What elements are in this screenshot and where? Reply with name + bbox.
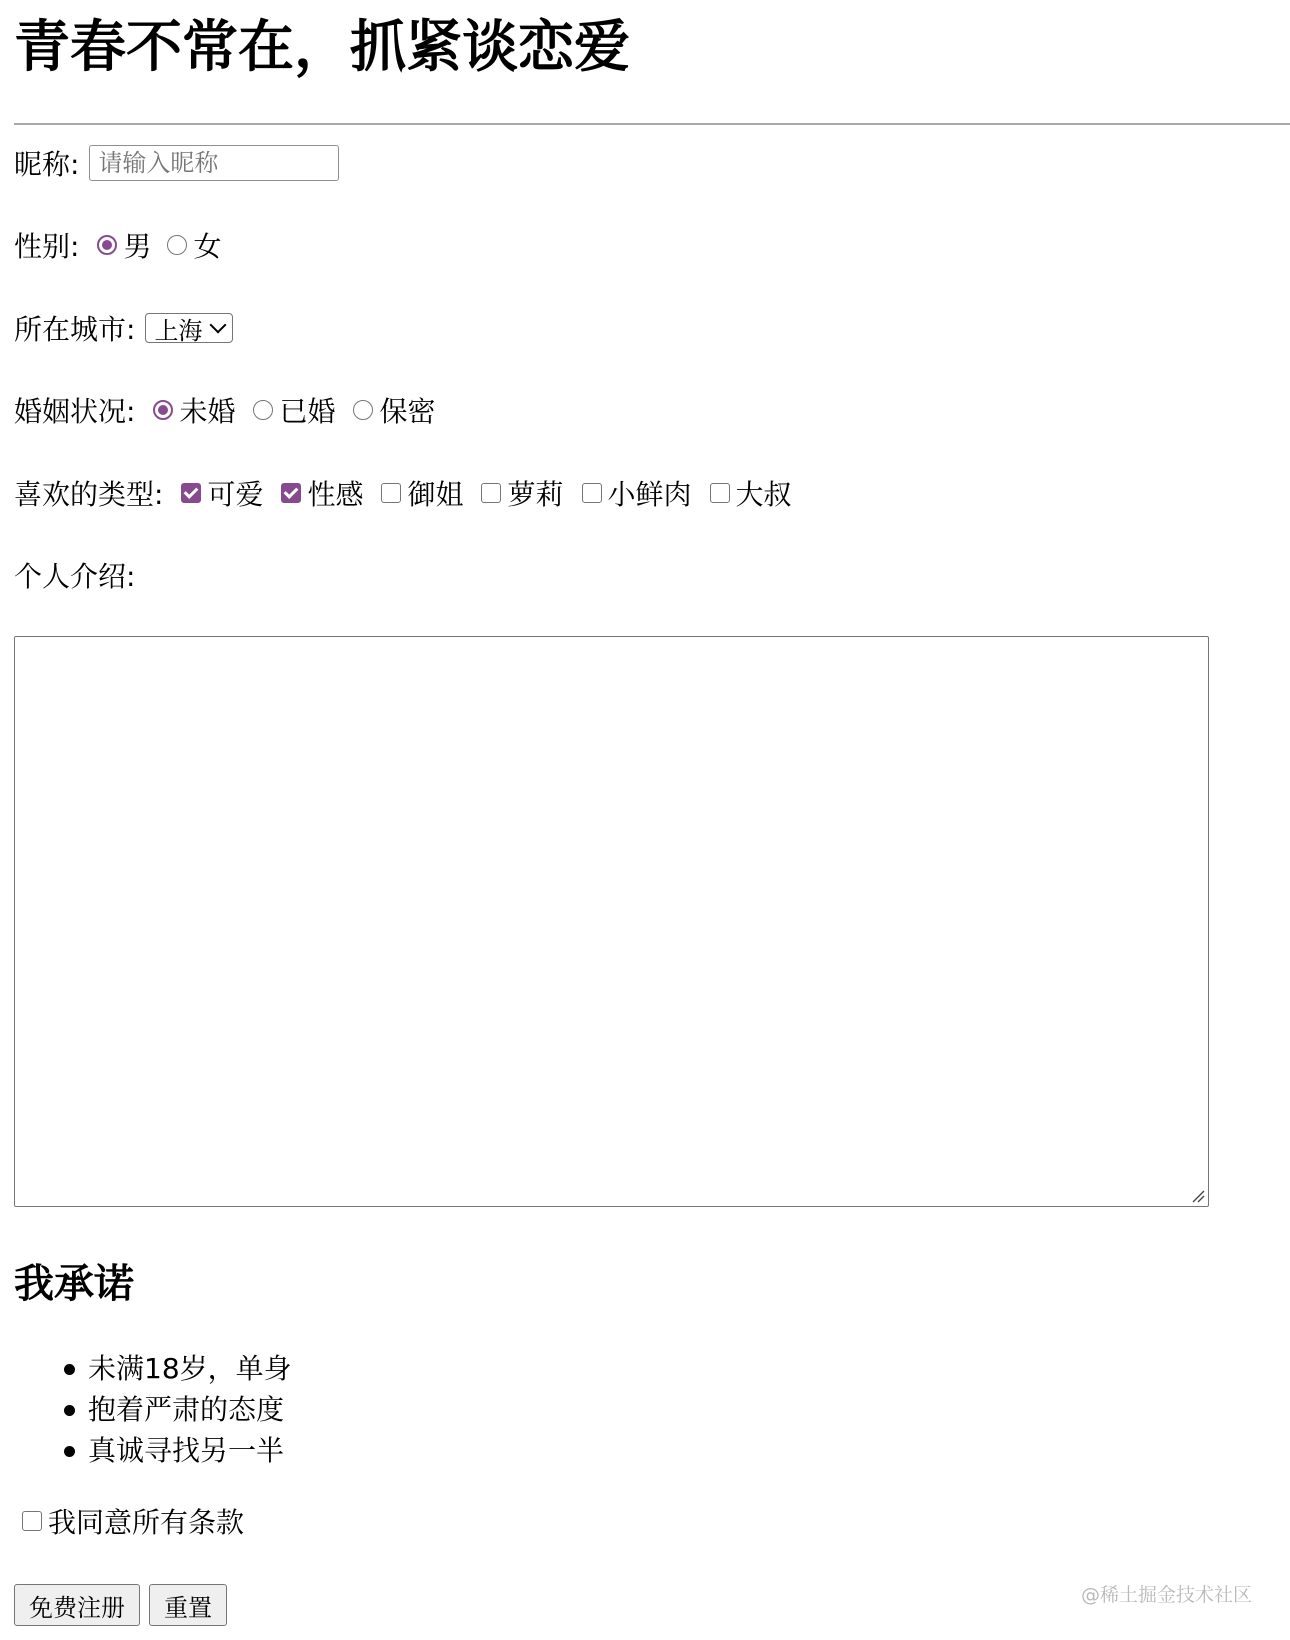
nickname-label: 昵称: — [14, 148, 80, 181]
types-label: 喜欢的类型: — [14, 478, 164, 511]
chevron-down-icon — [210, 317, 227, 334]
gender-label: 性别: — [14, 230, 80, 263]
gender-male-label: 男 — [123, 230, 152, 263]
agree-row — [14, 1501, 244, 1541]
type-xiaoxianrou-label: 小鲜肉 — [607, 478, 692, 511]
list-item: 未满18岁，单身 — [88, 1348, 292, 1389]
gender-row — [14, 225, 229, 265]
type-dashu-label: 大叔 — [735, 478, 792, 511]
list-item: 抱着严肃的态度 — [88, 1389, 292, 1430]
list-item: 真诚寻找另一半 — [88, 1430, 292, 1471]
resize-grip-icon[interactable] — [1191, 1189, 1205, 1203]
promise-list — [14, 1348, 292, 1471]
city-selected-value: 上海 — [154, 316, 203, 345]
type-cute-checkbox[interactable] — [181, 483, 201, 503]
watermark: @稀土掘金技术社区 — [1080, 1584, 1252, 1606]
promise-heading: 我承诺 — [14, 1261, 134, 1307]
nickname-input[interactable] — [89, 145, 339, 181]
marital-row — [14, 390, 443, 430]
marital-single-label: 未婚 — [179, 395, 236, 428]
type-xiaoxianrou-checkbox[interactable] — [582, 483, 602, 503]
marital-secret-radio[interactable] — [353, 400, 373, 420]
horizontal-divider — [14, 123, 1290, 125]
marital-single-radio[interactable] — [153, 400, 173, 420]
register-button[interactable]: 免费注册 — [14, 1584, 140, 1626]
type-yujie-checkbox[interactable] — [381, 483, 401, 503]
city-label: 所在城市: — [14, 313, 136, 346]
type-dashu-checkbox[interactable] — [710, 483, 730, 503]
intro-label: 个人介绍: — [14, 560, 136, 593]
marital-label: 婚姻状况: — [14, 395, 136, 428]
reset-button[interactable]: 重置 — [149, 1584, 227, 1626]
type-loli-checkbox[interactable] — [481, 483, 501, 503]
marital-married-radio[interactable] — [253, 400, 273, 420]
page-title: 青春不常在，抓紧谈恋爱 — [14, 15, 630, 80]
intro-row — [14, 555, 145, 595]
gender-female-label: 女 — [193, 230, 222, 263]
types-row — [14, 473, 800, 513]
marital-married-label: 已婚 — [279, 395, 336, 428]
intro-textarea[interactable] — [14, 636, 1209, 1207]
type-loli-label: 萝莉 — [507, 478, 564, 511]
marital-secret-label: 保密 — [379, 395, 436, 428]
nickname-row — [14, 143, 339, 183]
city-row — [14, 308, 233, 348]
agree-label: 我同意所有条款 — [48, 1506, 245, 1539]
type-sexy-label: 性感 — [307, 478, 364, 511]
type-sexy-checkbox[interactable] — [281, 483, 301, 503]
button-row — [14, 1584, 236, 1626]
type-cute-label: 可爱 — [207, 478, 264, 511]
agree-checkbox[interactable] — [22, 1511, 42, 1531]
type-yujie-label: 御姐 — [407, 478, 464, 511]
gender-male-radio[interactable] — [97, 235, 117, 255]
city-select[interactable] — [145, 313, 233, 343]
gender-female-radio[interactable] — [167, 235, 187, 255]
